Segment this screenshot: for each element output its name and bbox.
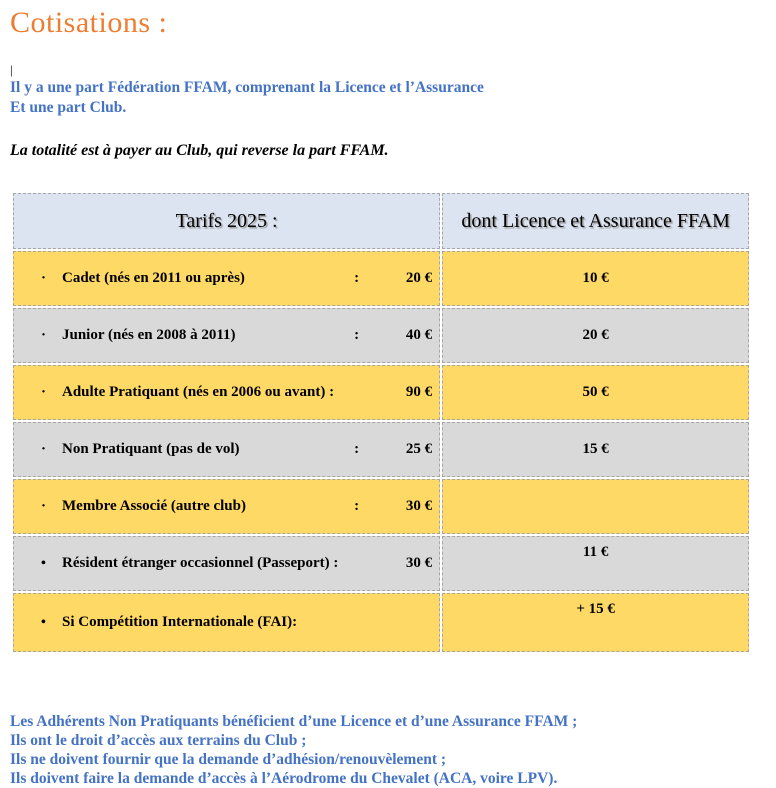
tariff-colon: : [292,614,298,630]
footer-line-3: Ils ne doivent fournir que la demande d’adhésion/renouvèlement ; [10,751,447,768]
bullet-marker: · [41,327,47,343]
bullet-marker: · [41,441,47,457]
tariff-cell [13,593,440,652]
bullet-marker: · [41,384,47,400]
footer-notes [10,712,766,788]
ffam-value [442,479,749,534]
tariff-price: 90 € [405,384,433,400]
tariff-cell [13,365,440,420]
intro-paragraph [10,78,766,118]
text-cursor: | [10,62,13,77]
footer-line-4: Ils doivent faire la demande d’accès à l’Aérodrome du Chevalet (ACA, voire LPV). [10,770,558,787]
ffam-value: + 15 € [442,593,749,652]
header-tarifs: Tarifs 2025 : [13,193,440,249]
table-row-membre-associe [13,479,749,534]
table-header-row [13,193,749,249]
tariff-colon: : [354,327,360,343]
table-row-competition-fai [13,593,749,652]
emphasis-line: La totalité est à payer au Club, qui reverse la part FFAM. [10,142,389,159]
tariff-colon: : [354,441,360,457]
tariff-label: Membre Associé (autre club) [62,498,246,514]
ffam-value: 15 € [442,422,749,477]
tariff-price: 40 € [405,327,433,343]
bullet-marker: • [41,555,46,571]
bullet-marker: · [41,498,47,514]
bullet-marker: · [41,270,47,286]
table-row-junior [13,308,749,363]
tariff-cell [13,308,440,363]
tariff-cell [13,251,440,306]
bullet-marker: • [41,614,46,630]
tariff-price: 20 € [405,270,433,286]
tariff-label: Adulte Pratiquant (nés en 2006 ou avant) : [62,384,335,400]
tariff-label: Non Pratiquant (pas de vol) [62,441,240,457]
intro-line-1: Il y a une part Fédération FFAM, comprenant la Licence et l’Assurance [10,79,484,96]
header-ffam: dont Licence et Assurance FFAM [442,193,749,249]
ffam-value: 20 € [442,308,749,363]
footer-line-2: Ils ont le droit d’accès aux terrains du Club ; [10,732,307,749]
table-row-cadet [13,251,749,306]
table-row-resident-etranger [13,536,749,591]
tariff-price: 30 € [405,498,433,514]
tariff-colon: : [354,498,360,514]
tariff-label: Si Compétition Internationale (FAI) [62,614,293,630]
tariff-price: 30 € [405,555,433,571]
table-row-adulte [13,365,749,420]
tariff-cell [13,479,440,534]
tariff-cell [13,422,440,477]
intro-line-2: Et une part Club. [10,99,127,116]
ffam-value: 10 € [442,251,749,306]
tariff-colon: : [354,270,360,286]
tariff-label: Résident étranger occasionnel (Passeport) : [62,555,339,571]
page-title: Cotisations : [10,6,168,39]
tariff-table [11,191,751,654]
footer-line-1: Les Adhérents Non Pratiquants bénéficient d’une Licence et d’une Assurance FFAM ; [10,713,578,730]
tariff-price: 25 € [405,441,433,457]
ffam-value: 11 € [442,536,749,591]
tariff-cell [13,536,440,591]
ffam-value: 50 € [442,365,749,420]
table-row-non-pratiquant [13,422,749,477]
tariff-label: Cadet (nés en 2011 ou après) [62,270,245,286]
tariff-label: Junior (nés en 2008 à 2011) [62,327,236,343]
